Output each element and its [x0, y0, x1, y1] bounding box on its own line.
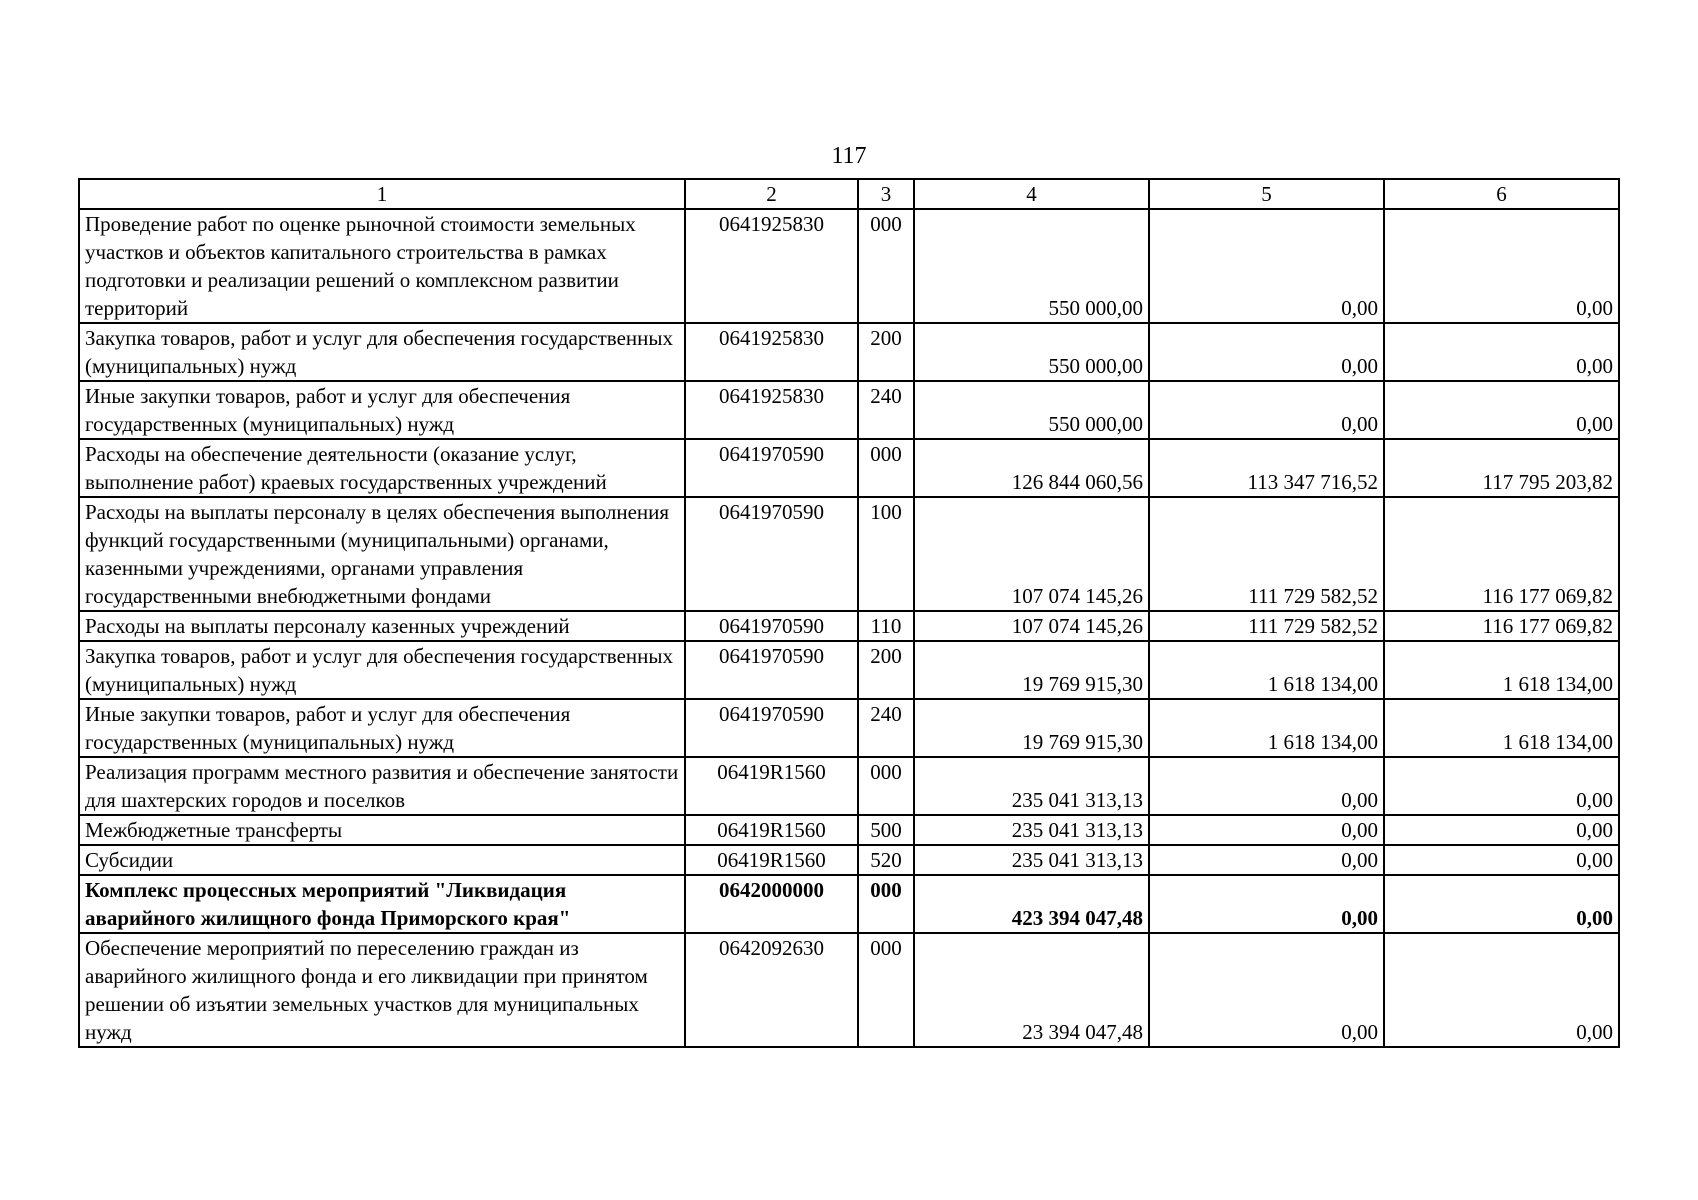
- row-code-cell: 0642000000: [685, 875, 858, 933]
- row-name-cell: Субсидии: [79, 845, 685, 875]
- row-amount-cell: 107 074 145,26: [914, 497, 1149, 611]
- column-header: 4: [914, 179, 1149, 209]
- table-row: [79, 641, 1619, 699]
- row-amount-cell: 126 844 060,56: [914, 439, 1149, 497]
- row-amount-cell: 550 000,00: [914, 323, 1149, 381]
- row-amount-cell: 423 394 047,48: [914, 875, 1149, 933]
- row-amount-cell: 550 000,00: [914, 381, 1149, 439]
- row-amount-cell: 0,00: [1149, 875, 1384, 933]
- table-row: [79, 699, 1619, 757]
- row-name-cell: Комплекс процессных мероприятий "Ликвидация аварийного жилищного фонда Приморского края": [79, 875, 685, 933]
- row-name-cell: Реализация программ местного развития и обеспечение занятости для шахтерских городов и поселков: [79, 757, 685, 815]
- row-name-cell: Иные закупки товаров, работ и услуг для обеспечения государственных (муниципальных) нужд: [79, 381, 685, 439]
- table-row: [79, 757, 1619, 815]
- row-type-cell: 000: [858, 875, 914, 933]
- table-row: [79, 209, 1619, 323]
- row-amount-cell: 0,00: [1149, 209, 1384, 323]
- row-amount-cell: 0,00: [1384, 381, 1619, 439]
- row-type-cell: 100: [858, 497, 914, 611]
- row-amount-cell: 1 618 134,00: [1384, 641, 1619, 699]
- row-type-cell: 110: [858, 611, 914, 641]
- row-code-cell: 06419R1560: [685, 845, 858, 875]
- row-amount-cell: 235 041 313,13: [914, 815, 1149, 845]
- row-amount-cell: 1 618 134,00: [1384, 699, 1619, 757]
- row-type-cell: 000: [858, 933, 914, 1047]
- column-header: 1: [79, 179, 685, 209]
- row-code-cell: 0641925830: [685, 323, 858, 381]
- row-amount-cell: 0,00: [1384, 323, 1619, 381]
- row-amount-cell: 0,00: [1384, 845, 1619, 875]
- row-name-cell: Межбюджетные трансферты: [79, 815, 685, 845]
- row-amount-cell: 0,00: [1149, 757, 1384, 815]
- row-name-cell: Закупка товаров, работ и услуг для обеспечения государственных (муниципальных) нужд: [79, 641, 685, 699]
- table-row: [79, 845, 1619, 875]
- row-code-cell: 06419R1560: [685, 757, 858, 815]
- row-name-cell: Расходы на выплаты персоналу казенных учреждений: [79, 611, 685, 641]
- row-amount-cell: 0,00: [1384, 933, 1619, 1047]
- column-header: 3: [858, 179, 914, 209]
- row-amount-cell: 0,00: [1149, 323, 1384, 381]
- table-header-row: [79, 179, 1619, 209]
- row-amount-cell: 111 729 582,52: [1149, 497, 1384, 611]
- row-amount-cell: 0,00: [1384, 757, 1619, 815]
- row-code-cell: 0641970590: [685, 611, 858, 641]
- row-code-cell: 0641925830: [685, 209, 858, 323]
- row-code-cell: 0642092630: [685, 933, 858, 1047]
- row-code-cell: 0641970590: [685, 497, 858, 611]
- row-name-cell: Расходы на обеспечение деятельности (оказание услуг, выполнение работ) краевых государственных учреждений: [79, 439, 685, 497]
- row-name-cell: Иные закупки товаров, работ и услуг для обеспечения государственных (муниципальных) нужд: [79, 699, 685, 757]
- row-type-cell: 240: [858, 381, 914, 439]
- row-type-cell: 200: [858, 641, 914, 699]
- row-amount-cell: 19 769 915,30: [914, 641, 1149, 699]
- row-name-cell: Обеспечение мероприятий по переселению граждан из аварийного жилищного фонда и его ликвидации при принятом решении об изъятии земельных участков для муниципальных нужд: [79, 933, 685, 1047]
- table-row: [79, 381, 1619, 439]
- row-amount-cell: 0,00: [1149, 381, 1384, 439]
- row-type-cell: 200: [858, 323, 914, 381]
- row-amount-cell: 235 041 313,13: [914, 757, 1149, 815]
- row-amount-cell: 0,00: [1384, 815, 1619, 845]
- column-header: 6: [1384, 179, 1619, 209]
- row-type-cell: 000: [858, 209, 914, 323]
- row-amount-cell: 1 618 134,00: [1149, 699, 1384, 757]
- table-row: [79, 815, 1619, 845]
- row-type-cell: 000: [858, 757, 914, 815]
- page-number: 117: [831, 143, 867, 169]
- row-code-cell: 0641925830: [685, 381, 858, 439]
- row-type-cell: 240: [858, 699, 914, 757]
- row-amount-cell: 111 729 582,52: [1149, 611, 1384, 641]
- row-type-cell: 520: [858, 845, 914, 875]
- row-amount-cell: 0,00: [1384, 209, 1619, 323]
- column-header: 5: [1149, 179, 1384, 209]
- row-amount-cell: 0,00: [1149, 815, 1384, 845]
- row-amount-cell: 107 074 145,26: [914, 611, 1149, 641]
- row-amount-cell: 550 000,00: [914, 209, 1149, 323]
- row-type-cell: 000: [858, 439, 914, 497]
- table-row: [79, 323, 1619, 381]
- row-amount-cell: 113 347 716,52: [1149, 439, 1384, 497]
- table-body: [79, 209, 1619, 1047]
- budget-table: [78, 178, 1620, 1048]
- row-amount-cell: 116 177 069,82: [1384, 497, 1619, 611]
- row-name-cell: Закупка товаров, работ и услуг для обеспечения государственных (муниципальных) нужд: [79, 323, 685, 381]
- row-amount-cell: 116 177 069,82: [1384, 611, 1619, 641]
- row-amount-cell: 0,00: [1149, 933, 1384, 1047]
- row-type-cell: 500: [858, 815, 914, 845]
- row-amount-cell: 235 041 313,13: [914, 845, 1149, 875]
- row-code-cell: 0641970590: [685, 641, 858, 699]
- table-row: [79, 933, 1619, 1047]
- row-code-cell: 06419R1560: [685, 815, 858, 845]
- column-header: 2: [685, 179, 858, 209]
- table-row: [79, 497, 1619, 611]
- row-amount-cell: 19 769 915,30: [914, 699, 1149, 757]
- row-amount-cell: 117 795 203,82: [1384, 439, 1619, 497]
- row-code-cell: 0641970590: [685, 699, 858, 757]
- row-name-cell: Расходы на выплаты персоналу в целях обеспечения выполнения функций государственными (муниципальными) органами, казенными учреждениями, органами управления государственными внебюджетными фондами: [79, 497, 685, 611]
- row-amount-cell: 1 618 134,00: [1149, 641, 1384, 699]
- table-row: [79, 611, 1619, 641]
- row-code-cell: 0641970590: [685, 439, 858, 497]
- row-amount-cell: 0,00: [1384, 875, 1619, 933]
- row-amount-cell: 0,00: [1149, 845, 1384, 875]
- table-row: [79, 875, 1619, 933]
- row-name-cell: Проведение работ по оценке рыночной стоимости земельных участков и объектов капитального строительства в рамках подготовки и реализации решений о комплексном развитии территорий: [79, 209, 685, 323]
- table-row: [79, 439, 1619, 497]
- row-amount-cell: 23 394 047,48: [914, 933, 1149, 1047]
